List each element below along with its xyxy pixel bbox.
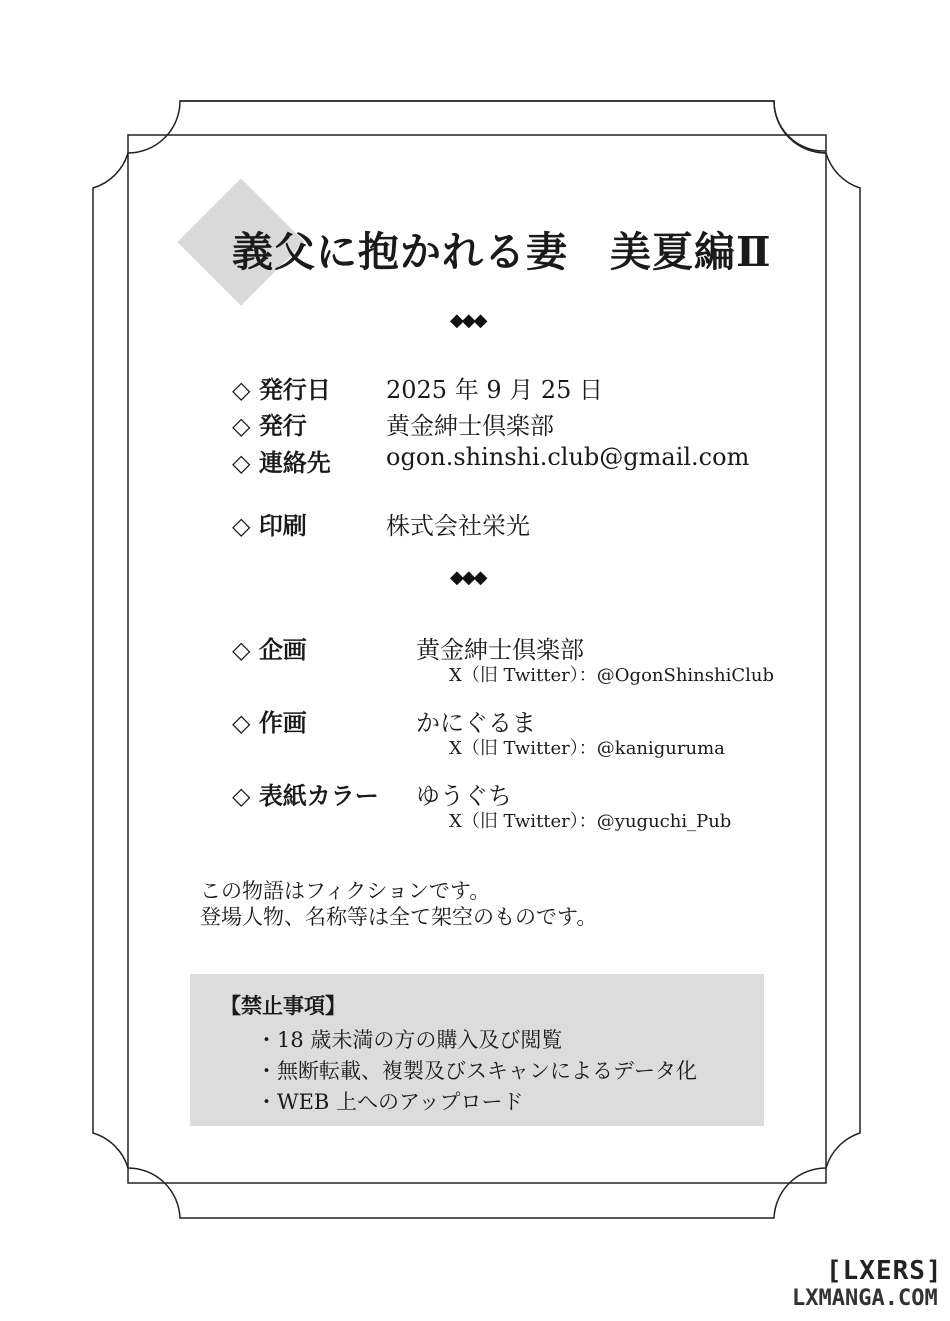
label-issue-date: ◇ 発行日 xyxy=(232,375,331,404)
separator-top: ◆◆◆ xyxy=(450,310,486,331)
prohibited-title: 【禁止事項】 xyxy=(220,993,346,1018)
prohibited-item: ・無断転載、複製及びスキャンによるデータ化 xyxy=(256,1059,697,1083)
value-issue-date: 2025 年 9 月 25 日 xyxy=(386,376,604,404)
watermark-url: LXMANGA.COM xyxy=(792,1286,938,1311)
label-planning: ◇ 企画 xyxy=(232,635,307,664)
value-cover-color: ゆうぐち xyxy=(416,782,512,810)
value-planning: 黄金紳士倶楽部 xyxy=(416,636,584,664)
handle-artwork: X（旧 Twitter）：@kaniguruma xyxy=(449,738,725,759)
value-publisher: 黄金紳士倶楽部 xyxy=(386,412,554,440)
label-contact: ◇ 連絡先 xyxy=(232,448,331,477)
value-contact-email: ogon.shinshi.club@gmail.com xyxy=(386,443,750,471)
fiction-notice-line-1: この物語はフィクションです。 xyxy=(200,879,491,903)
separator-middle: ◆◆◆ xyxy=(450,567,486,588)
handle-cover-color: X（旧 Twitter）：@yuguchi_Pub xyxy=(449,811,732,832)
label-publisher: ◇ 発行 xyxy=(232,411,307,440)
fiction-notice-line-2: 登場人物、名称等は全て架空のものです。 xyxy=(200,905,598,929)
label-printing: ◇ 印刷 xyxy=(232,511,307,540)
watermark-logo: [LXERS] xyxy=(826,1256,943,1286)
prohibited-item: ・18 歳未満の方の購入及び閲覧 xyxy=(256,1028,563,1052)
handle-planning: X（旧 Twitter）：@OgonShinshiClub xyxy=(449,665,775,686)
prohibited-item: ・WEB 上へのアップロード xyxy=(256,1090,524,1114)
label-cover-color: ◇ 表紙カラー xyxy=(232,781,379,810)
value-printer: 株式会社栄光 xyxy=(386,512,530,540)
page-title: 義父に抱かれる妻 美夏編Ⅱ xyxy=(232,228,772,276)
value-artwork: かにぐるま xyxy=(416,709,536,737)
label-artwork: ◇ 作画 xyxy=(232,708,307,737)
